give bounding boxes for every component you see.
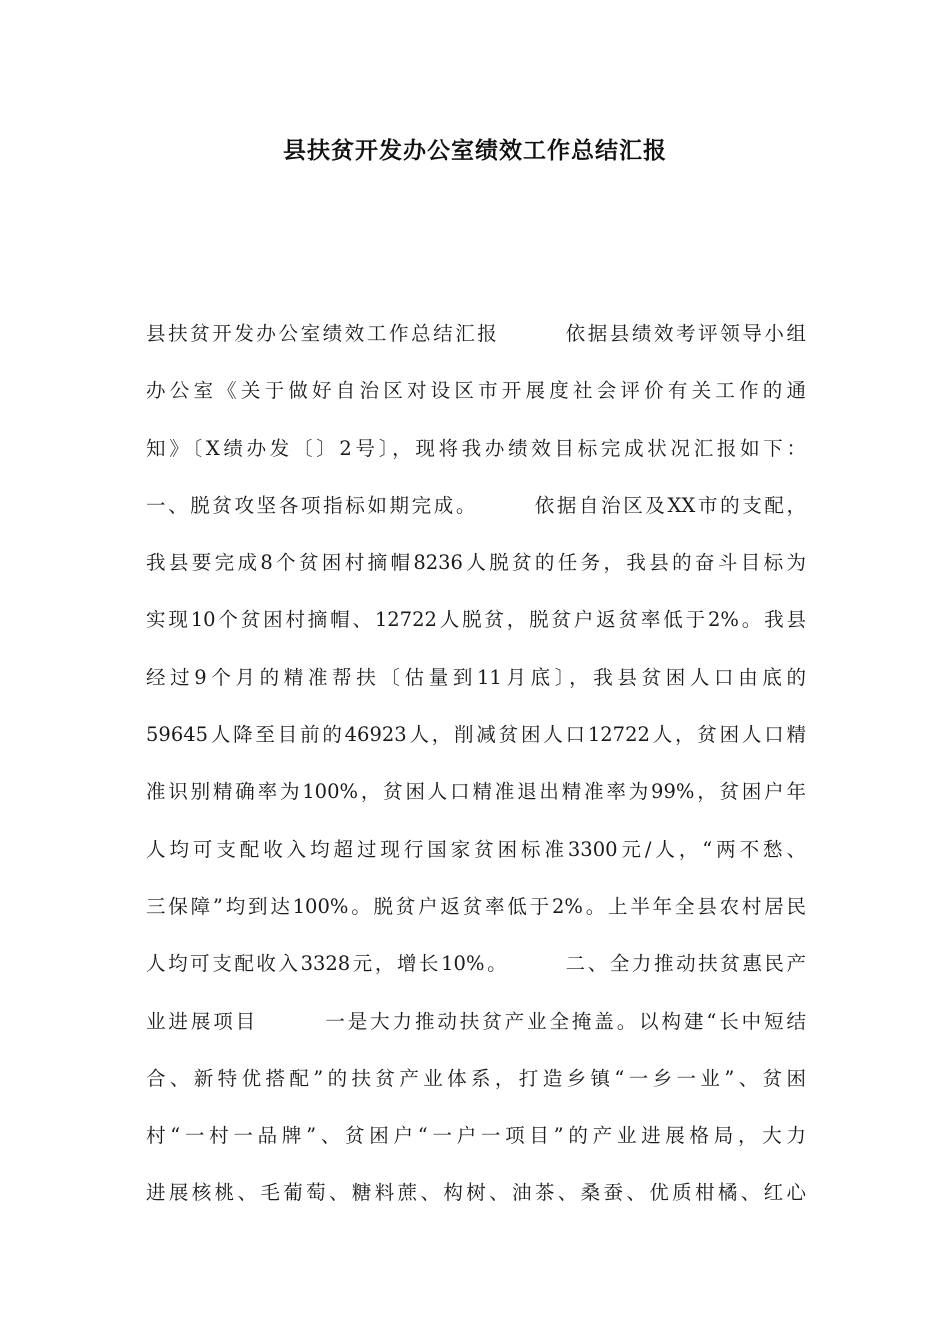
body-line: 合、新特优搭配”的扶贫产业体系，打造乡镇“一乡一业”、贫困: [146, 1066, 806, 1090]
body-line: 进展核桃、毛葡萄、糖料蔗、构树、油茶、桑蚕、优质柑橘、红心: [146, 1181, 806, 1205]
body-line: 人均可支配收入均超过现行国家贫困标准3300元/人，“两不愁、: [146, 837, 806, 861]
body-line: 人均可支配收入3328元，增长10%。 二、全力推动扶贫惠民产: [146, 952, 806, 976]
body-line: 业进展项目 一是大力推动扶贫产业全掩盖。以构建“长中短结: [146, 1009, 806, 1033]
body-line: 准识别精确率为100%，贫困人口精准退出精准率为99%，贫困户年: [146, 780, 806, 804]
body-line: 知》〔X绩办发〔〕2号〕，现将我办绩效目标完成状况汇报如下：: [146, 436, 806, 460]
body-line: 我县要完成8个贫困村摘帽8236人脱贫的任务，我县的奋斗目标为: [146, 551, 806, 575]
document-title: 县扶贫开发办公室绩效工作总结汇报: [283, 138, 667, 164]
body-line: 办公室《关于做好自治区对设区市开展度社会评价有关工作的通: [146, 379, 806, 403]
body-line: 一、脱贫攻坚各项指标如期完成。 依据自治区及XX市的支配，: [146, 493, 806, 517]
body-line: 59645人降至目前的46923人，削减贫困人口12722人，贫困人口精: [146, 723, 806, 747]
body-line: 三保障”均到达100%。脱贫户返贫率低于2%。上半年全县农村居民: [146, 894, 806, 918]
document-body: [146, 318, 806, 1235]
body-line: 经过9个月的精准帮扶〔估量到11月底〕，我县贫困人口由底的: [146, 665, 806, 689]
body-line: 实现10个贫困村摘帽、12722人脱贫，脱贫户返贫率低于2%。我县: [146, 608, 806, 632]
body-line: 县扶贫开发办公室绩效工作总结汇报 依据县绩效考评领导小组: [146, 322, 806, 345]
body-line: 村“一村一品牌”、贫困户“一户一项目”的产业进展格局，大力: [146, 1124, 806, 1148]
